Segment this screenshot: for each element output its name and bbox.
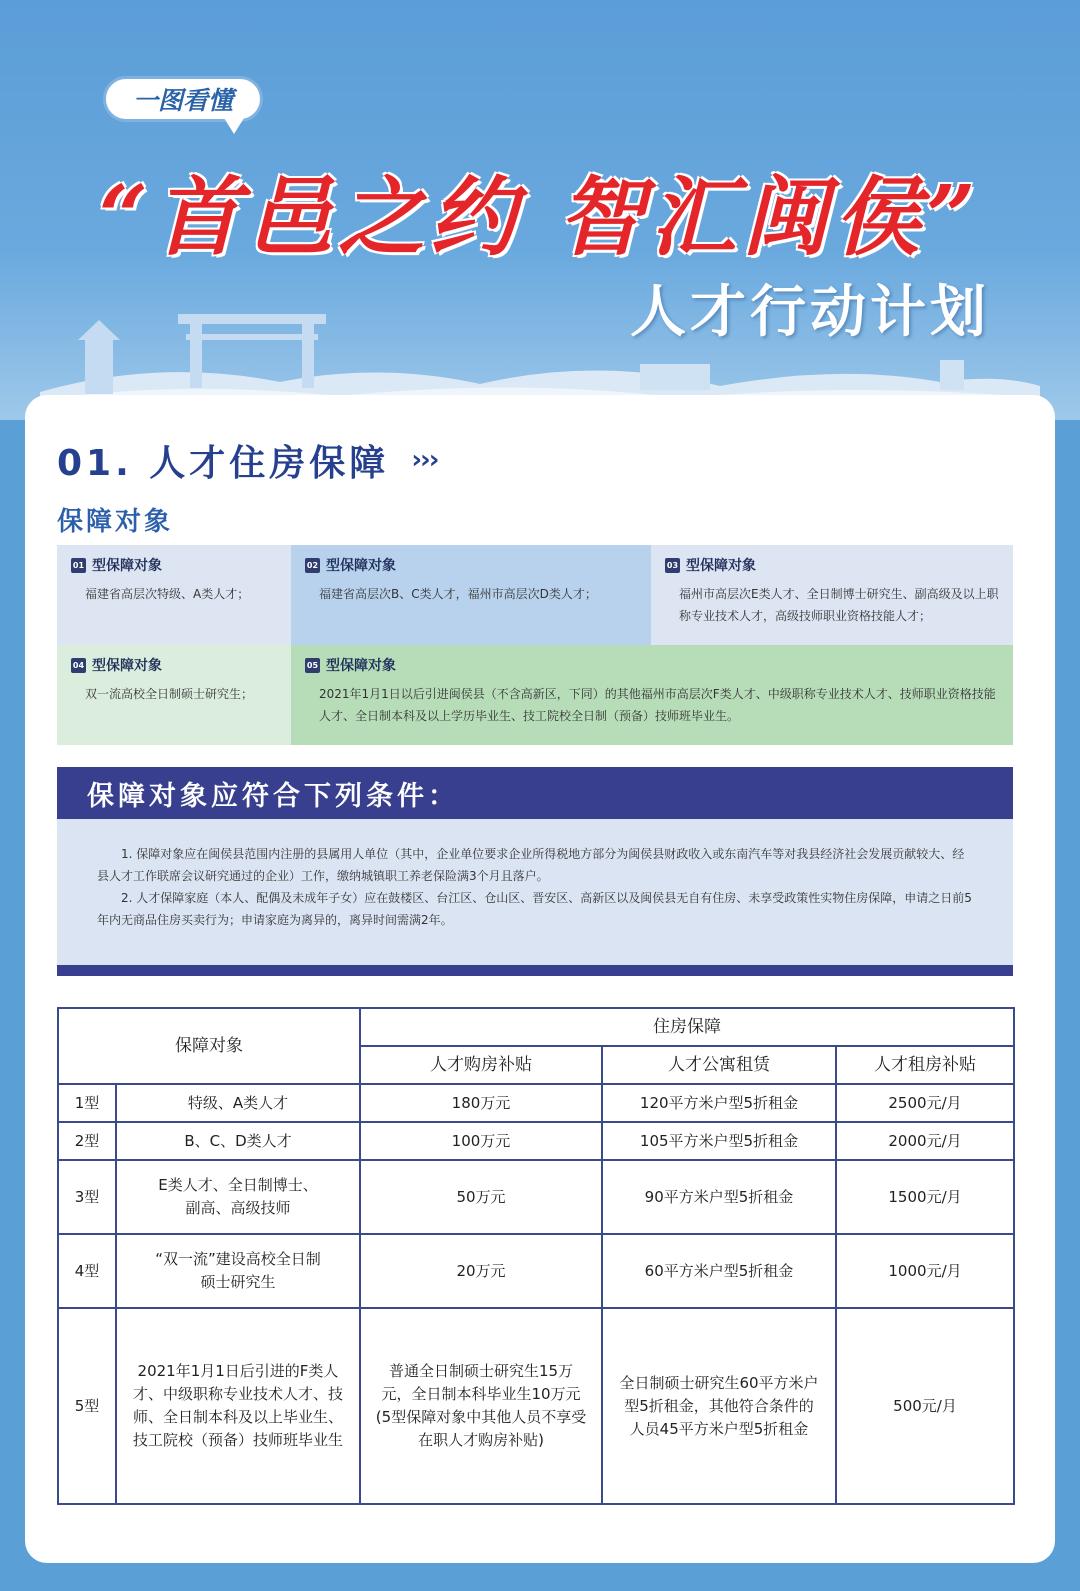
table-row: [58, 1234, 1014, 1308]
condition-item-1: 1. 保障对象应在闽侯县范围内注册的县属用人单位（其中，企业单位要求企业所得税地方部分为闽侯县财政收入或东南汽车等对我县经济社会发展贡献较大、经县人才工作联席会议研究通过的企业）工作，缴纳城镇职工养老保险满3个月且落户。: [97, 847, 965, 883]
table-row: [58, 1308, 1014, 1504]
row-rent: 1000元/月: [836, 1234, 1014, 1308]
number-badge-icon: 03: [665, 558, 680, 573]
conditions-box: [57, 819, 1013, 965]
row-purchase: 100万元: [360, 1122, 602, 1160]
target-card-text: 福建省高层次特级、A类人才；: [85, 587, 250, 601]
row-apartment: 90平方米户型5折租金: [602, 1160, 836, 1234]
chevron-right-icon: ›››: [411, 445, 438, 475]
row-apartment: 120平方米户型5折租金: [602, 1084, 836, 1122]
section-title: [57, 435, 437, 485]
number-badge-icon: 04: [71, 658, 86, 673]
target-card-title: 型保障对象: [326, 558, 396, 574]
row-purchase: 20万元: [360, 1234, 602, 1308]
row-target: 2021年1月1日后引进的F类人才、中级职称专业技术人才、技师、全日制本科及以上毕业生、技工院校（预备）技师班毕业生: [116, 1308, 360, 1504]
main-title: “首邑之约 智汇闽侯”: [98, 167, 982, 268]
target-card-header: [71, 555, 277, 575]
header-housing-group: 住房保障: [360, 1008, 1014, 1046]
bubble-tail: [224, 118, 244, 134]
row-rent: 2000元/月: [836, 1122, 1014, 1160]
sub-title: 人才行动计划: [630, 280, 990, 345]
target-card-header: [71, 655, 277, 675]
target-card-title: 型保障对象: [326, 658, 396, 674]
row-apartment: 全日制硕士研究生60平方米户型5折租金，其他符合条件的人员45平方米户型5折租金: [602, 1308, 836, 1504]
number-badge-icon: 02: [305, 558, 320, 573]
row-purchase: 180万元: [360, 1084, 602, 1122]
target-card-3: [651, 545, 1013, 645]
row-type: 3型: [58, 1160, 116, 1234]
target-card-title: 型保障对象: [686, 558, 756, 574]
target-card-text: 2021年1月1日以后引进闽侯县（不含高新区，下同）的其他福州市高层次F类人才、中级职称专业技术人才、技师职业资格技能人才、全日制本科及以上学历毕业生、技工院校全日制（预备）技师班毕业生。: [319, 687, 996, 723]
row-rent: 2500元/月: [836, 1084, 1014, 1122]
header-apartment-rental: 人才公寓租赁: [602, 1046, 836, 1084]
row-target: B、C、D类人才: [116, 1122, 360, 1160]
target-subheading: 保障对象: [57, 507, 174, 537]
target-card-text: 双一流高校全日制硕士研究生；: [85, 687, 254, 701]
header-rent-subsidy: 人才租房补贴: [836, 1046, 1014, 1084]
section-title-text: 01. 人才住房保障: [57, 442, 390, 484]
condition-item-2: 2. 人才保障家庭（本人、配偶及未成年子女）应在鼓楼区、台江区、仓山区、晋安区、高新区以及闽侯县无自有住房、未享受政策性实物住房保障，申请之日前5年内无商品住房买卖行为；申请家庭为离异的，离异时间需满2年。: [97, 891, 972, 927]
target-card-title: 型保障对象: [92, 658, 162, 674]
skyline-illustration: [40, 300, 1040, 410]
target-card-text: 福州市高层次E类人才、全日制博士研究生、副高级及以上职称专业技术人才，高级技师职业资格技能人才；: [679, 587, 999, 623]
row-type: 1型: [58, 1084, 116, 1122]
row-target: E类人才、全日制博士、副高、高级技师: [116, 1160, 360, 1234]
row-target: 特级、A类人才: [116, 1084, 360, 1122]
row-purchase: 50万元: [360, 1160, 602, 1234]
target-card-1: [57, 545, 291, 645]
table-row: [58, 1160, 1014, 1234]
target-card-text: 福建省高层次B、C类人才，福州市高层次D类人才；: [319, 587, 597, 601]
content-card: [25, 395, 1055, 1563]
target-card-title: 型保障对象: [92, 558, 162, 574]
number-badge-icon: 05: [305, 658, 320, 673]
housing-table: [57, 1007, 1015, 1505]
conditions-footer-bar: [57, 965, 1013, 976]
table-row: [58, 1122, 1014, 1160]
target-card-4: [57, 645, 291, 745]
table-row: [58, 1084, 1014, 1122]
row-type: 4型: [58, 1234, 116, 1308]
target-card-header: [305, 555, 637, 575]
row-type: 5型: [58, 1308, 116, 1504]
header-purchase-subsidy: 人才购房补贴: [360, 1046, 602, 1084]
row-purchase: 普通全日制硕士研究生15万元，全日制本科毕业生10万元(5型保障对象中其他人员不享受在职人才购房补贴): [360, 1308, 602, 1504]
conditions-title: 保障对象应符合下列条件：: [57, 767, 1013, 819]
target-card-5: [291, 645, 1013, 745]
intro-bubble: 一图看懂: [103, 76, 263, 122]
header-target: 保障对象: [58, 1008, 360, 1084]
row-apartment: 60平方米户型5折租金: [602, 1234, 836, 1308]
target-card-header: [665, 555, 999, 575]
row-apartment: 105平方米户型5折租金: [602, 1122, 836, 1160]
target-card-header: [305, 655, 999, 675]
row-type: 2型: [58, 1122, 116, 1160]
row-rent: 500元/月: [836, 1308, 1014, 1504]
number-badge-icon: 01: [71, 558, 86, 573]
row-rent: 1500元/月: [836, 1160, 1014, 1234]
row-target: “双一流”建设高校全日制硕士研究生: [116, 1234, 360, 1308]
target-card-2: [291, 545, 651, 645]
